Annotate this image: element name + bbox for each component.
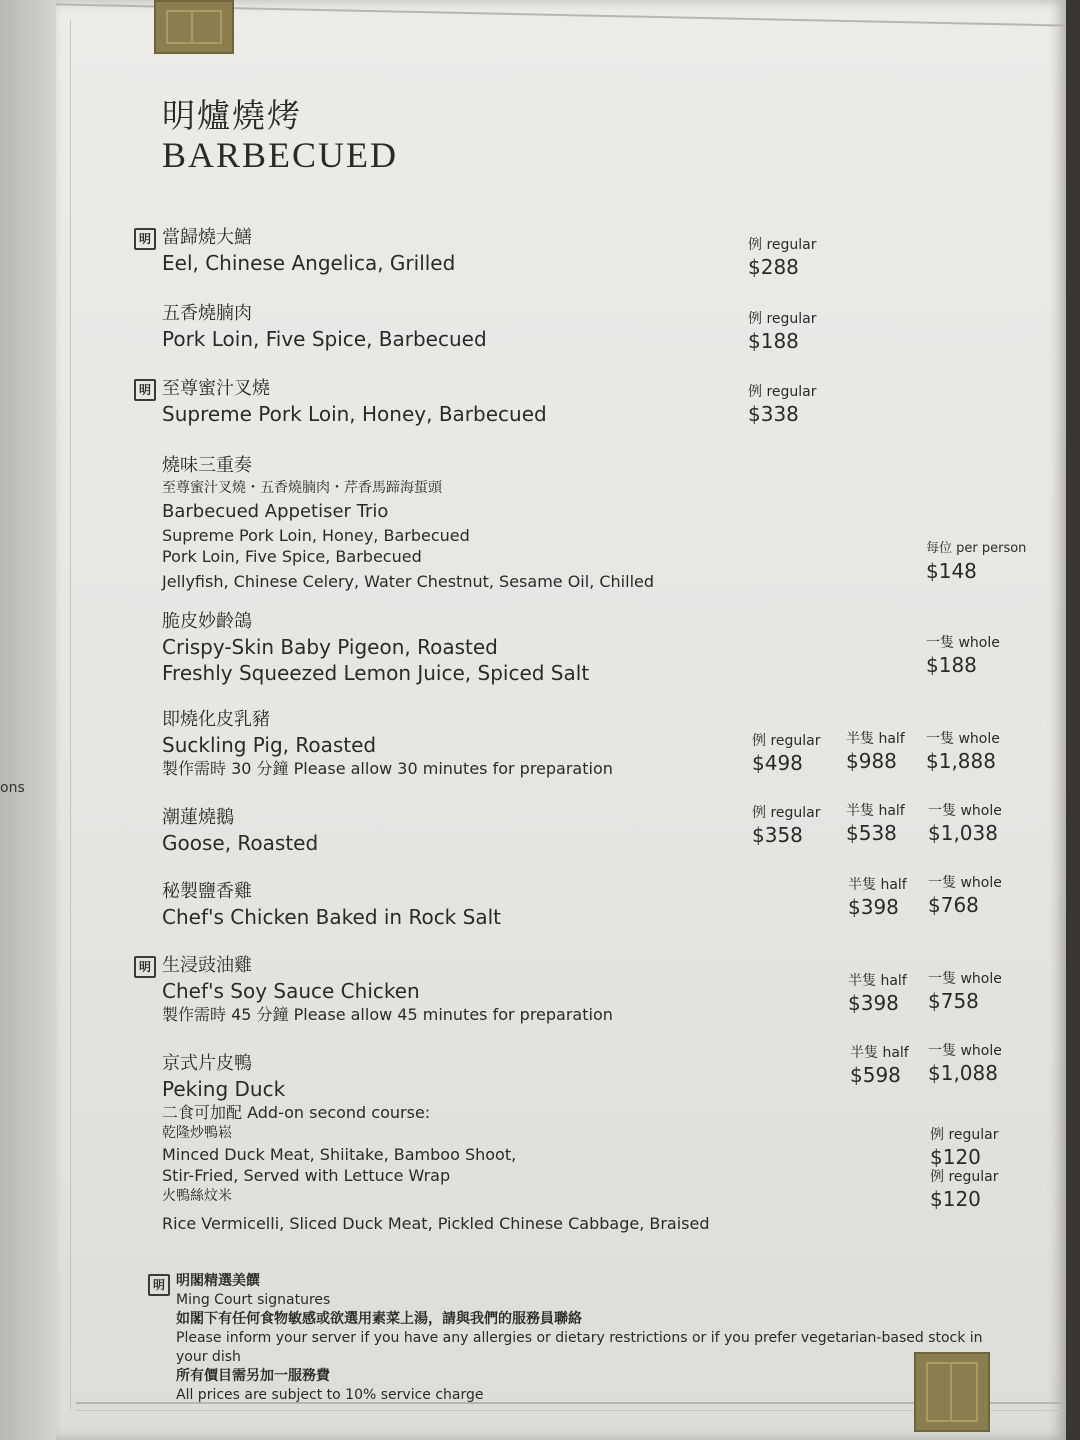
item-components-cn: 至尊蜜汁叉燒・五香燒腩肉・芹香馬蹄海蜇頭: [162, 480, 442, 496]
left-page-text: ons: [0, 780, 25, 796]
left-page-edge: [0, 0, 62, 1440]
item-name-en: Crispy-Skin Baby Pigeon, Roasted: [162, 635, 498, 659]
item-name-cn: 至尊蜜汁叉燒: [162, 378, 270, 399]
service-charge-en: All prices are subject to 10% service charge: [176, 1387, 484, 1403]
price-whole: 一隻 whole $1,088: [928, 1043, 1002, 1085]
item-name-en: Chef's Chicken Baked in Rock Salt: [162, 905, 501, 929]
signature-icon: 明: [134, 956, 156, 978]
item-name-en: Supreme Pork Loin, Honey, Barbecued: [162, 402, 547, 426]
price-whole: 一隻 whole $758: [928, 971, 1002, 1013]
item-name-cn: 潮蓮燒鵝: [162, 807, 234, 828]
addon-name-cn: 火鴨絲炆米: [162, 1188, 232, 1204]
item-name-en: Eel, Chinese Angelica, Grilled: [162, 251, 456, 275]
addon-price-regular: 例 regular $120: [930, 1169, 999, 1211]
section-title-chinese: 明爐燒烤: [162, 96, 302, 135]
item-name-en: Peking Duck: [162, 1077, 286, 1101]
item-name-cn: 生浸豉油雞: [162, 955, 252, 976]
menu-item-suckling-pig: [162, 708, 613, 779]
footer-notes: [152, 1272, 996, 1405]
item-name-cn: 當歸燒大鱔: [162, 227, 252, 248]
price-whole: 一隻 whole $1,888: [926, 731, 1000, 773]
logo-bottom: [914, 1352, 990, 1432]
price-regular: 例 regular $358: [752, 805, 821, 847]
price-regular: 例 regular $288: [748, 237, 817, 279]
menu-item-pork-loin: [162, 302, 487, 352]
price-regular: 例 regular $188: [748, 311, 817, 353]
price-whole: 一隻 whole $188: [926, 635, 1000, 677]
logo-top: [154, 0, 234, 54]
item-name-en: Goose, Roasted: [162, 831, 319, 855]
item-desc-line: Jellyfish, Chinese Celery, Water Chestnut, Sesame Oil, Chilled: [162, 572, 655, 591]
item-desc-line: Supreme Pork Loin, Honey, Barbecued: [162, 526, 470, 545]
preparation-note: 製作需時 30 分鐘 Please allow 30 minutes for preparation: [162, 759, 613, 778]
price-half: 半隻 half $538: [846, 803, 905, 845]
addon-price-regular: 例 regular $120: [930, 1127, 999, 1169]
item-name-en: Barbecued Appetiser Trio: [162, 501, 389, 522]
menu-item-appetiser-trio: [162, 454, 654, 592]
menu-page: [56, 0, 1066, 1440]
item-desc-line: Pork Loin, Five Spice, Barbecued: [162, 547, 422, 566]
addon-label: 二食可加配 Add-on second course:: [162, 1103, 431, 1122]
item-name-cn: 脆皮妙齡鴿: [162, 611, 252, 632]
menu-item-salt-chicken: [162, 880, 501, 930]
menu-item-goose: [162, 806, 318, 856]
menu-item-pigeon: [162, 610, 589, 686]
menu-item-soy-chicken: [138, 954, 613, 1025]
item-name-cn: 燒味三重奏: [162, 455, 252, 476]
price-half: 半隻 half $398: [848, 973, 907, 1015]
item-name-en: Chef's Soy Sauce Chicken: [162, 979, 420, 1003]
menu-item-char-siu: [138, 377, 547, 427]
item-name-cn: 京式片皮鴨: [162, 1053, 252, 1074]
addon-desc: Stir-Fried, Served with Lettuce Wrap: [162, 1166, 451, 1185]
price-whole: 一隻 whole $1,038: [928, 803, 1002, 845]
service-charge-cn: 所有價目需另加一服務費: [176, 1368, 330, 1384]
signature-icon: 明: [148, 1274, 170, 1296]
price-half: 半隻 half $988: [846, 731, 905, 773]
item-name-en: Pork Loin, Five Spice, Barbecued: [162, 327, 487, 351]
addon-name-en: Rice Vermicelli, Sliced Duck Meat, Pickled Chinese Cabbage, Braised: [162, 1214, 710, 1233]
price-regular: 例 regular $338: [748, 384, 817, 426]
preparation-note: 製作需時 45 分鐘 Please allow 45 minutes for preparation: [162, 1005, 613, 1024]
allergy-note-en: Please inform your server if you have any allergies or dietary restrictions or if you prefer vegetarian-based stock in your dish: [176, 1330, 983, 1365]
price-per-person: 每位 per person $148: [926, 541, 1027, 583]
allergy-note-cn: 如閣下有任何食物敏感或欲選用素菜上湯，請與我們的服務員聯絡: [176, 1311, 582, 1327]
addon-name-cn: 乾隆炒鴨崧: [162, 1125, 232, 1141]
price-regular: 例 regular $498: [752, 733, 821, 775]
item-desc: Freshly Squeezed Lemon Juice, Spiced Salt: [162, 661, 590, 685]
item-name-cn: 即燒化皮乳豬: [162, 709, 270, 730]
signature-icon: 明: [134, 228, 156, 250]
price-half: 半隻 half $598: [850, 1045, 909, 1087]
item-name-en: Suckling Pig, Roasted: [162, 733, 377, 757]
section-title-english: BARBECUED: [162, 135, 399, 175]
price-half: 半隻 half $398: [848, 877, 907, 919]
margin-rule: [70, 20, 71, 1410]
signature-icon: 明: [134, 379, 156, 401]
signature-legend-cn: 明閣精選美饌: [176, 1273, 260, 1289]
signature-legend-en: Ming Court signatures: [176, 1292, 331, 1308]
menu-item-eel: [138, 226, 456, 276]
item-name-cn: 五香燒腩肉: [162, 303, 252, 324]
price-whole: 一隻 whole $768: [928, 875, 1002, 917]
addon-name-en: Minced Duck Meat, Shiitake, Bamboo Shoot,: [162, 1145, 517, 1164]
menu-item-peking-duck: [162, 1052, 710, 1234]
item-name-cn: 秘製鹽香雞: [162, 881, 252, 902]
